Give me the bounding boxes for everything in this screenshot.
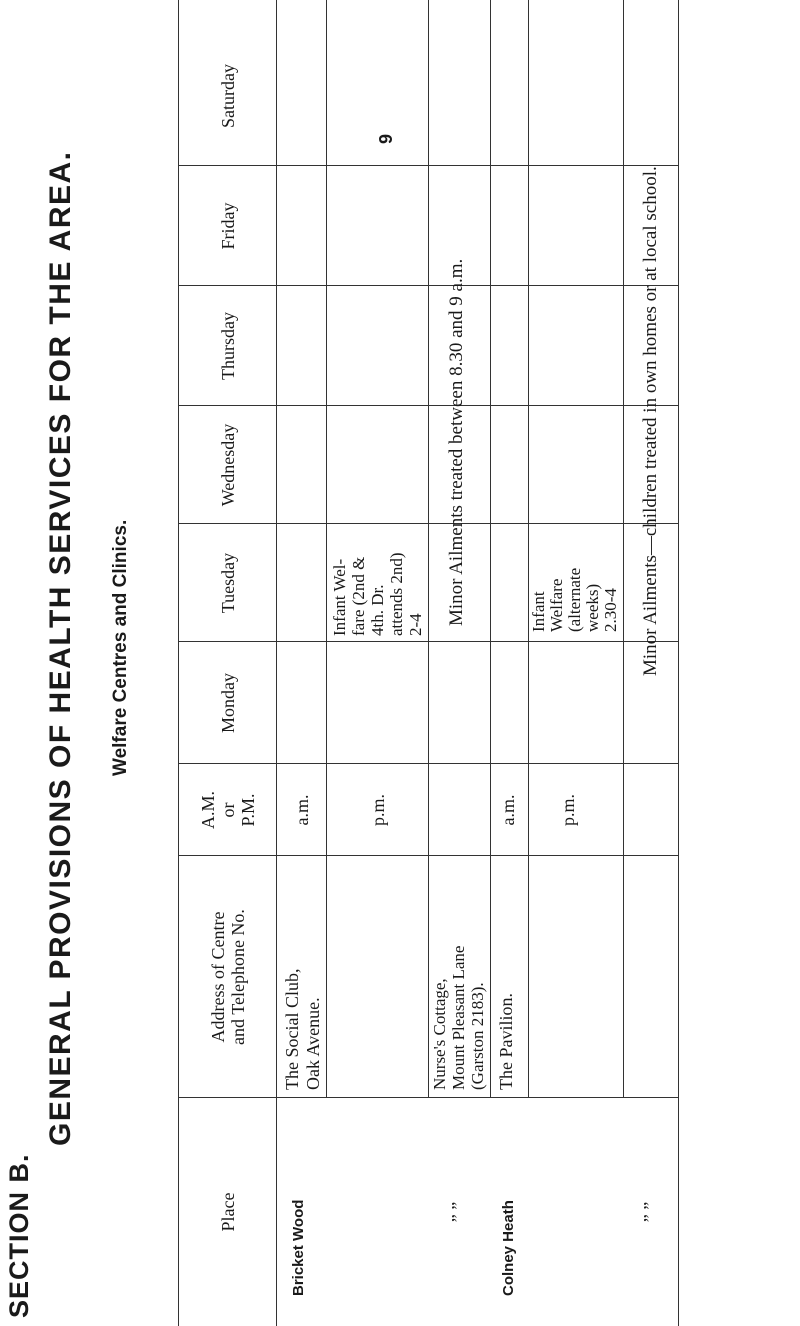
address-line: Mount Pleasant Lane (449, 945, 468, 1090)
address-cell (430, 946, 487, 1090)
place-cell: Bricket Wood (290, 1199, 307, 1296)
row-rule (528, 0, 529, 1098)
session-line: 2-4 (406, 613, 425, 636)
session-line: Welfare (547, 578, 566, 632)
header-friday: Friday (218, 202, 238, 250)
ampm-cell: a.m. (498, 794, 518, 826)
session-line: (alternate (565, 567, 584, 632)
session-line: Infant (529, 591, 548, 632)
section-label: SECTION B. (4, 1153, 34, 1318)
header-ampm (184, 764, 272, 856)
row-rule (490, 0, 491, 1098)
header-address-line: Address of Centre (208, 911, 228, 1043)
header-ampm-line: or (218, 802, 238, 818)
header-ampm-line: A.M. (198, 791, 218, 830)
table-bottom-rule (678, 0, 679, 1326)
row-rule (623, 0, 624, 1098)
place-cell: ” ” (640, 1201, 660, 1223)
header-thursday: Thursday (218, 312, 238, 380)
minor-ailments-note: Minor Ailments treated between 8.30 and 9 a.m. (446, 258, 467, 626)
header-saturday: Saturday (218, 64, 238, 128)
session-line: fare (2nd & (349, 556, 368, 636)
address-line: (Garston 2183). (468, 982, 487, 1090)
table-top-rule (178, 0, 179, 1326)
header-address-line: and Telephone No. (228, 909, 248, 1045)
ampm-cell: p.m. (368, 794, 388, 827)
session-line: attends 2nd) (387, 552, 406, 636)
place-cell: ” ” (448, 1201, 468, 1223)
place-cell: Colney Heath (500, 1200, 517, 1296)
ampm-cell: p.m. (558, 794, 578, 827)
header-address (184, 856, 272, 1098)
address-line: Nurse's Cottage, (430, 978, 449, 1090)
page-title: GENERAL PROVISIONS OF HEALTH SERVICES FOR THE AREA. (44, 150, 77, 1146)
address-cell (282, 969, 324, 1090)
ampm-cell: a.m. (292, 794, 312, 826)
header-monday: Monday (218, 673, 238, 733)
session-line: Infant Wel- (330, 558, 349, 636)
clinics-table (178, 0, 800, 1326)
session-line: weeks) (583, 583, 602, 632)
header-place: Place (218, 1192, 238, 1232)
tuesday-session (530, 568, 620, 632)
tuesday-session (330, 552, 425, 636)
header-wednesday: Wednesday (218, 423, 238, 507)
page-number: 9 (376, 133, 396, 144)
minor-ailments-children-note: Minor Ailments—children treated in own homes or at local school. (640, 166, 661, 676)
session-line: 2.30-4 (601, 588, 620, 632)
row-rule (428, 0, 429, 1098)
header-tuesday: Tuesday (218, 552, 238, 614)
address-cell (496, 993, 517, 1090)
page-subtitle: Welfare Centres and Clinics. (110, 519, 131, 776)
header-ampm-line: P.M. (238, 793, 258, 827)
address-line: Oak Avenue. (303, 997, 323, 1090)
row-rule (326, 0, 327, 1098)
session-line: 4th. Dr. (368, 584, 387, 636)
address-line: The Pavilion. (496, 993, 516, 1090)
address-line: The Social Club, (282, 968, 302, 1090)
header-rule (276, 0, 277, 1326)
